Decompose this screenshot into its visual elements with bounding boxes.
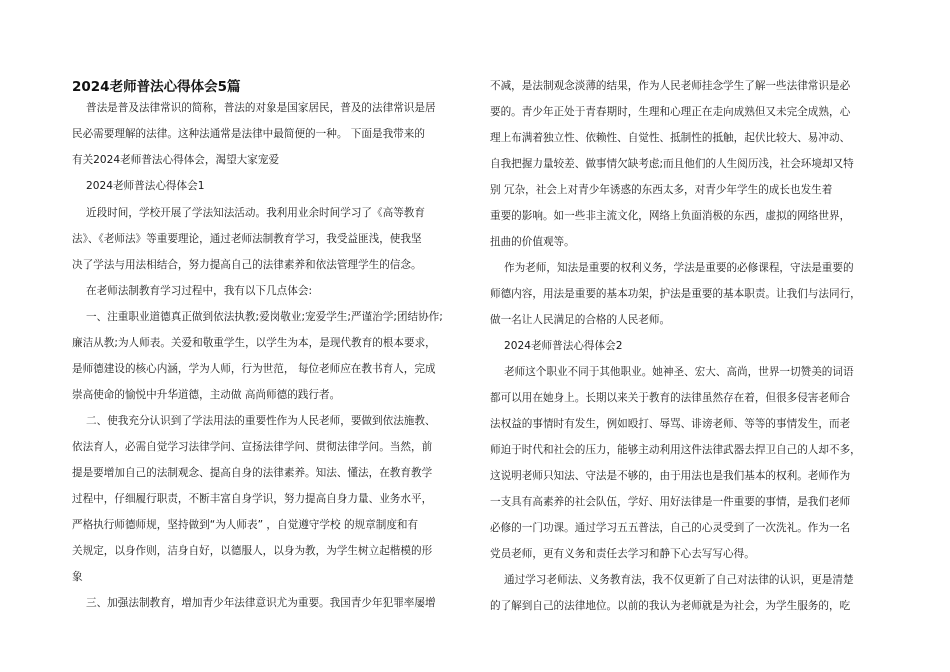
document-title: 2024老师普法心得体会5篇	[72, 79, 241, 95]
right-column-text-line: 的了解到自己的法律地位。以前的我认为老师就是为社会，为学生服务的，吃	[490, 600, 851, 612]
right-column-text-line: 扭曲的价值观等。	[490, 236, 575, 248]
right-column-text-line: 不减，是法制观念淡薄的结果，作为人民老师挂念学生了解一些法律常识是必	[490, 80, 851, 92]
left-column-text-line: 崇高使命的愉悦中升华道德，主动做 高尚师德的践行者。	[72, 389, 341, 401]
left-column-text-line: 二、使我充分认识到了学法用法的重要性作为人民老师，要做到依法施教、	[86, 415, 436, 427]
left-column-text-line: 近段时间，学校开展了学法知法活动。我利用业余时间学习了《高等教育	[86, 207, 425, 219]
right-column-text-line: 这说明老师只知法、守法是不够的，由于用法也是我们基本的权利。老师作为	[490, 470, 851, 482]
right-column-text-line: 2024老师普法心得体会2	[504, 340, 623, 352]
right-column-text-line: 必修的一门功课。通过学习五五普法，自己的心灵受到了一次洗礼。作为一名	[490, 522, 851, 534]
right-column-text-line: 都可以用在她身上。长期以来关于教育的法律虽然存在着，但很多侵害老师合	[490, 392, 851, 404]
left-column-text-line: 民必需要理解的法律。这种法通常是法律中最简便的一种。 下面是我带来的	[72, 128, 425, 140]
right-column-text-line: 理上布满着独立性、依赖性、自觉性、抵制性的抵触，起伏比较大、易冲动、	[490, 132, 851, 144]
left-column-text-line: 普法是普及法律常识的简称，普法的对象是国家居民，普及的法律常识是居	[86, 102, 436, 114]
right-column-text-line: 老师这个职业不同于其他职业。她神圣、宏大、高尚，世界一切赞美的词语	[504, 366, 854, 378]
right-column-text-line: 别 冗杂，社会上对青少年诱惑的东西太多，对青少年学生的成长也发生着	[490, 184, 833, 196]
left-column-text-line: 关规定，以身作则，洁身自好，以德服人，以身为教，为学生树立起楷模的形	[72, 545, 433, 557]
right-column-text-line: 重要的影响。如一些非主流文化，网络上负面消极的东西，虚拟的网络世界，	[490, 210, 851, 222]
left-column-text-line: 象	[72, 571, 83, 583]
left-column-text-line: 一、注重职业道德真正做到依法执教;爱岗敬业;宠爱学生;严谨治学;团结协作;	[86, 311, 443, 323]
left-column-text-line: 2024老师普法心得体会1	[86, 180, 205, 192]
left-column-text-line: 提是要增加自己的法制观念、提高自身的法律素养。知法、懂法，在教育教学	[72, 467, 433, 479]
left-column-text-line: 有关2024老师普法心得体会，渴望大家宠爱	[72, 154, 280, 166]
right-column-text-line: 党员老师，更有义务和责任去学习和静下心去写写心得。	[490, 548, 755, 560]
left-column-text-line: 严格执行师德师规，坚持做到“为人师表” ，自觉遵守学校 的规章制度和有	[72, 519, 419, 531]
right-column-text-line: 作为老师，知法是重要的权利义务，学法是重要的必修课程，守法是重要的	[504, 262, 854, 274]
right-column-text-line: 自我把握力量较差、做事情欠缺考虑;而且他们的人生阅历浅，社会环境却又特	[490, 158, 854, 170]
left-column-text-line: 是师德建设的核心内涵，学为人师，行为世范， 每位老师应在教书育人，完成	[72, 363, 436, 375]
left-column-text-line: 廉洁从教;为人师表。关爱和敬重学生，以学生为本，是现代教育的根本要求，	[72, 337, 436, 349]
right-column-text-line: 法权益的事情时有发生，例如殴打、辱骂、诽谤老师、等等的事情发生，而老	[490, 418, 851, 430]
left-column-text-line: 依法育人，必需自觉学习法律学问、宣扬法律学问、贯彻法律学问。当然，前	[72, 441, 433, 453]
right-column-text-line: 一支具有高素养的社会队伍，学好、用好法律是一件重要的事情，是我们老师	[490, 496, 851, 508]
right-column-text-line: 要的。青少年正处于青春期时，生理和心理正在走向成熟但又未完全成熟，心	[490, 106, 851, 118]
left-column-text-line: 在老师法制教育学习过程中，我有以下几点体会:	[86, 285, 313, 297]
left-column-text-line: 过程中，仔细履行职责，不断丰富自身学识，努力提高自身力量、业务水平，	[72, 493, 433, 505]
left-column-text-line: 决了学法与用法相结合，努力提高自己的法律素养和依法管理学生的信念。	[72, 259, 422, 271]
left-column-text-line: 法》、《老师法》等重要理论，通过老师法制教育学习，我受益匪浅，使我坚	[72, 233, 422, 245]
right-column-text-line: 师迫于时代和社会的压力，能够主动利用这件法律武器去捍卫自己的人却不多，	[490, 444, 861, 456]
right-column-text-line: 做一名让人民满足的合格的人民老师。	[490, 314, 671, 326]
left-column-text-line: 三、加强法制教育，增加青少年法律意识尤为重要。我国青少年犯罪率屡增	[86, 597, 436, 609]
right-column-text-line: 通过学习老师法、义务教育法，我不仅更新了自己对法律的认识，更是清楚	[504, 574, 854, 586]
right-column-text-line: 师德内容，用法是重要的基本功架，护法是重要的基本职责。让我们与法同行，	[490, 288, 861, 300]
